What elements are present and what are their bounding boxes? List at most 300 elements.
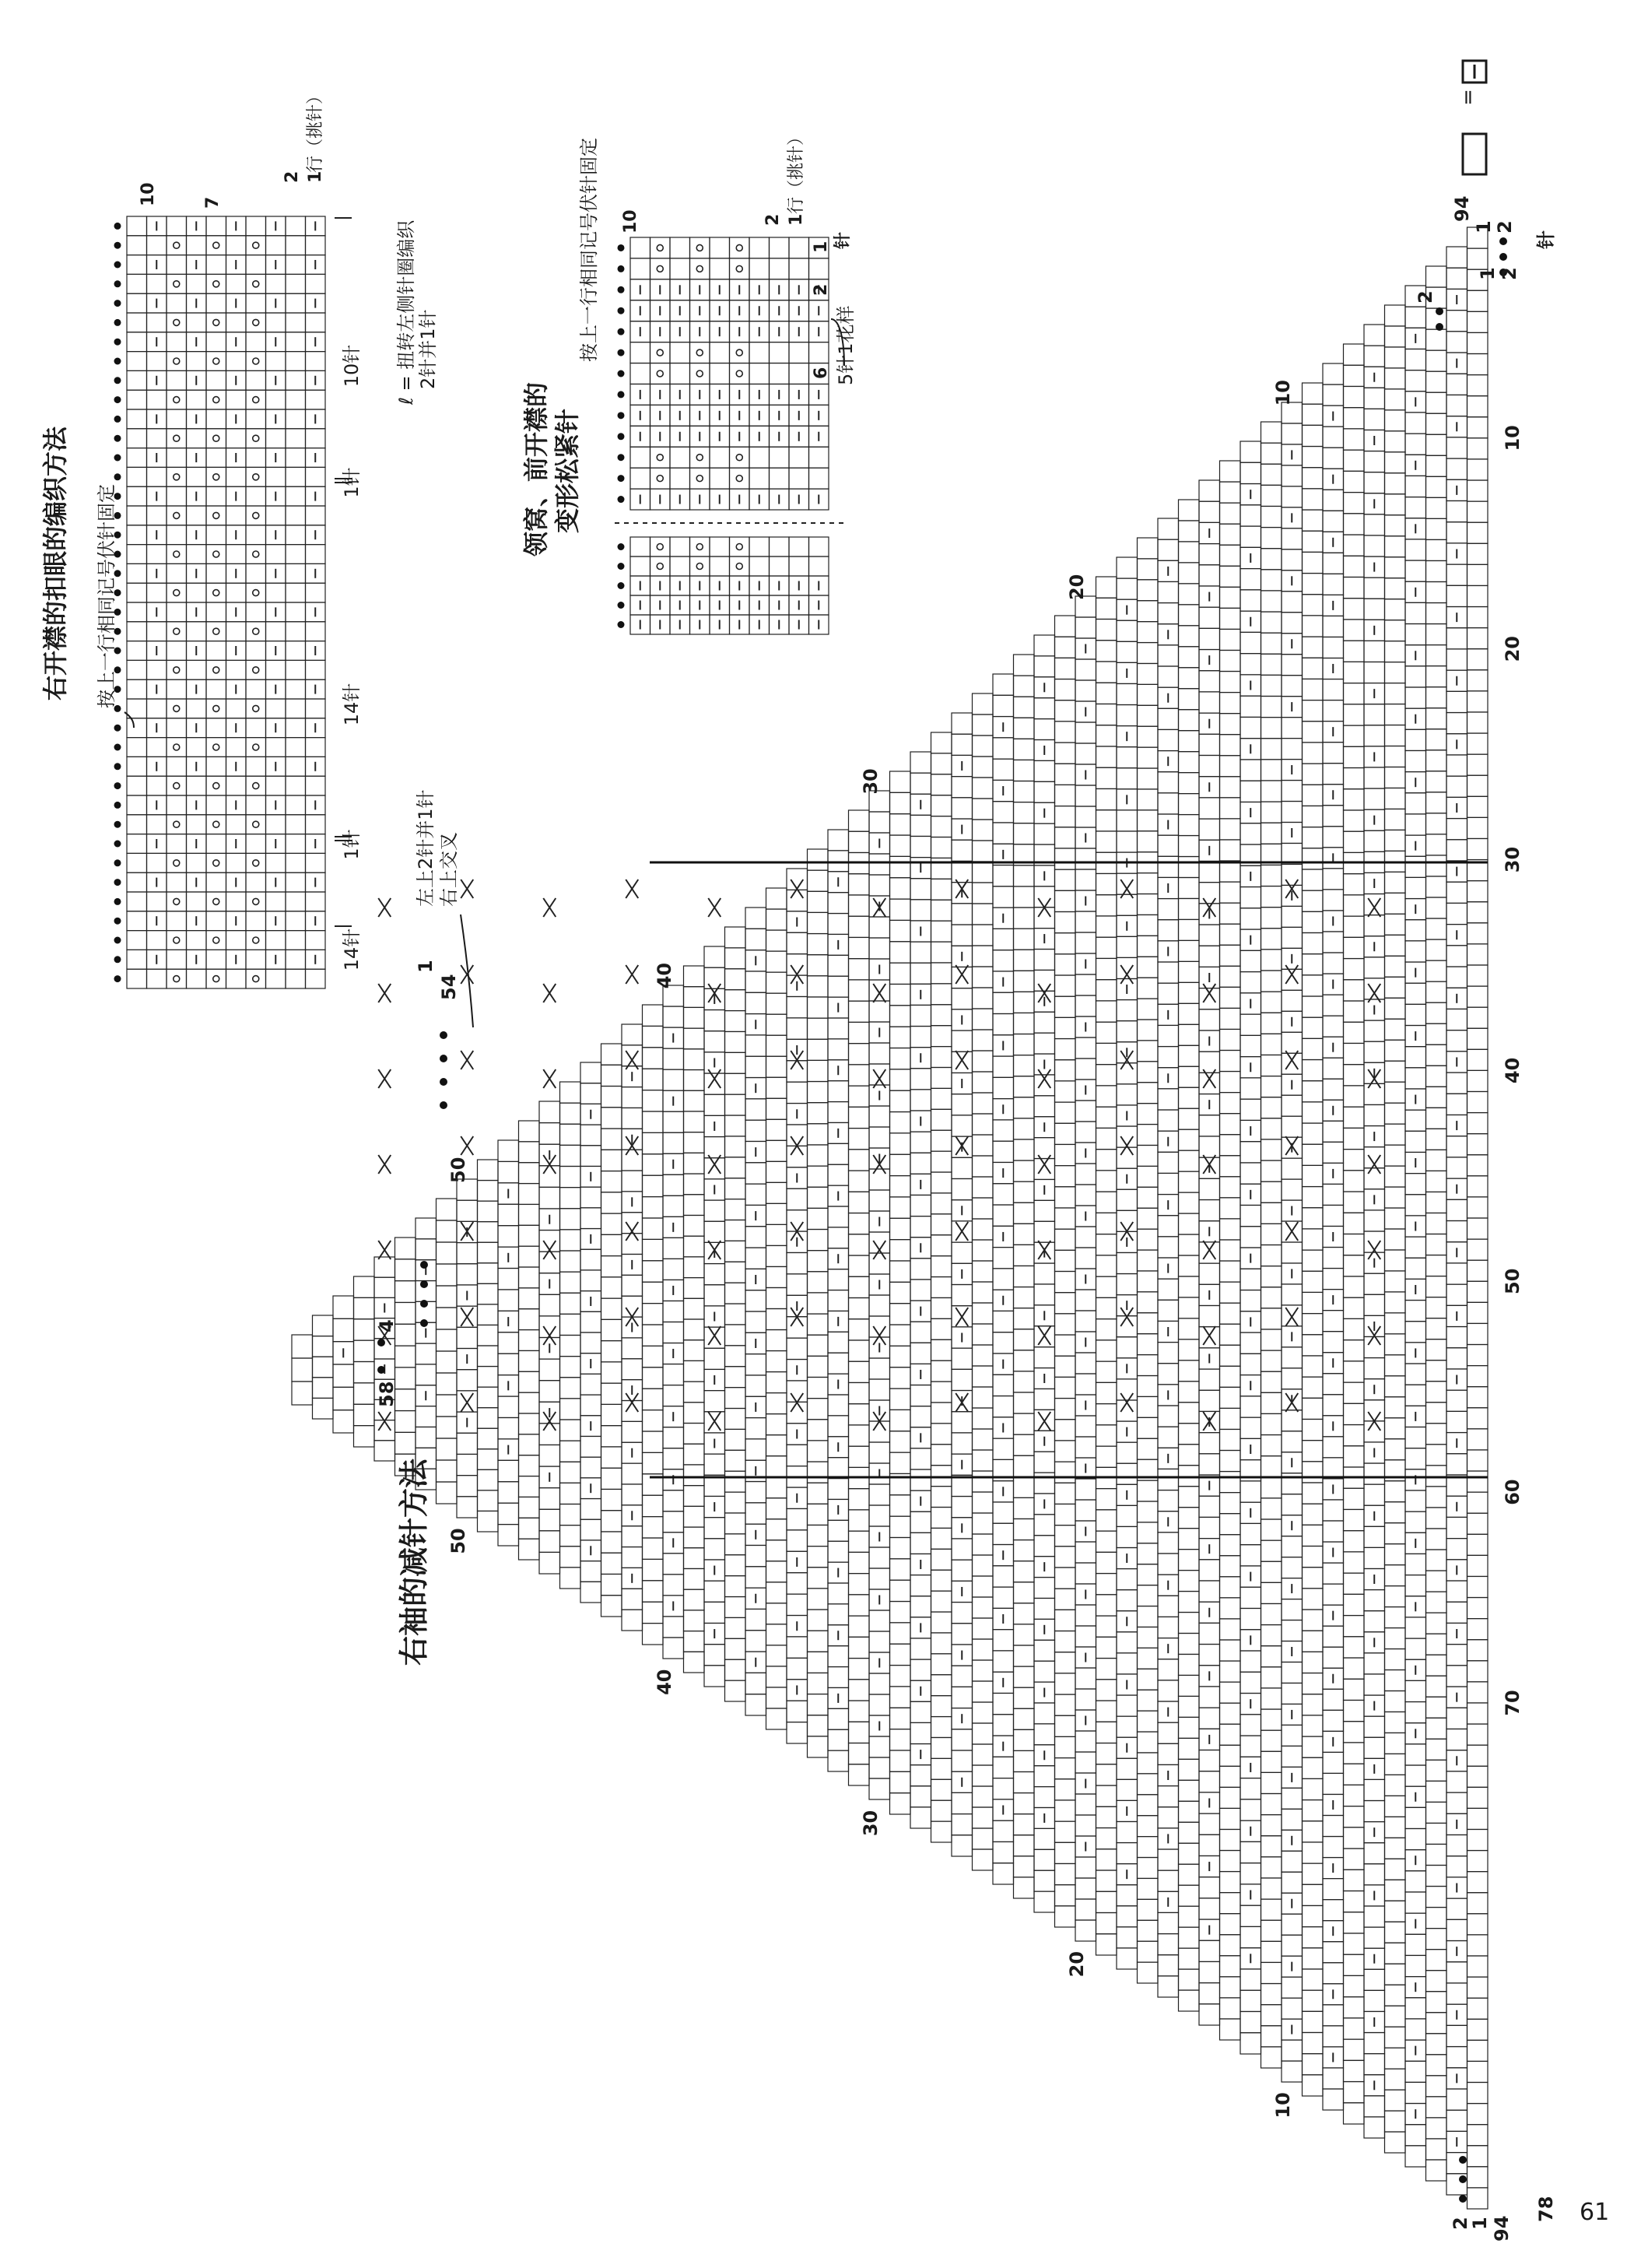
sleeve-cell <box>1385 1985 1406 2006</box>
sleeve-cell <box>1055 1420 1076 1441</box>
buttonhole-cell <box>266 313 286 332</box>
sleeve-cell <box>1344 895 1365 916</box>
sleeve-cell <box>1014 1624 1035 1645</box>
sleeve-cell <box>1138 663 1159 684</box>
sleeve-cell <box>952 1030 973 1051</box>
sleeve-cell <box>1323 1942 1344 1963</box>
sleeve-cell <box>1426 1866 1447 1887</box>
sleeve-cell <box>808 1018 829 1039</box>
sleeve-stitch-number: 70 <box>1502 1690 1524 1716</box>
sleeve-cell <box>808 1504 829 1525</box>
buttonhole-cell <box>246 352 266 371</box>
sleeve-cell <box>663 1448 684 1469</box>
buttonhole-cell <box>187 274 207 293</box>
sleeve-cell <box>1261 549 1282 570</box>
sleeve-cell <box>910 1090 931 1111</box>
sleeve-cell <box>1303 869 1324 890</box>
sleeve-cell <box>828 1667 849 1688</box>
sleeve-cell <box>745 1354 766 1375</box>
sleeve-cell <box>1261 485 1282 506</box>
sleeve-cell <box>1096 662 1117 683</box>
sleeve-cell <box>1014 1329 1035 1350</box>
buttonhole-cell <box>266 274 286 293</box>
sleeve-cell <box>1261 886 1282 908</box>
sleeve-cell <box>1199 1645 1220 1666</box>
sleeve-cell <box>478 1449 499 1470</box>
sleeve-cell <box>622 1338 643 1359</box>
sleeve-cell <box>1385 1712 1406 1733</box>
sleeve-cell <box>1117 810 1138 831</box>
sleeve-cell <box>787 996 808 1017</box>
sleeve-cell <box>1138 747 1159 768</box>
sleeve-cell <box>725 1199 746 1220</box>
sleeve-cell <box>313 1315 334 1336</box>
sleeve-cell <box>890 920 911 941</box>
sleeve-cell <box>993 1013 1014 1034</box>
sleeve-cell <box>560 1441 581 1462</box>
sleeve-cell <box>1240 908 1261 929</box>
sleeve-cell <box>1261 1224 1282 1245</box>
sleeve-cell <box>1179 773 1200 794</box>
buttonhole-cell <box>306 583 326 602</box>
sleeve-cell <box>601 1489 622 1510</box>
sleeve-cell <box>890 1431 911 1452</box>
sleeve-bindoff-dot <box>1436 323 1443 331</box>
sleeve-cell <box>890 814 911 835</box>
sleeve-cell <box>910 1027 931 1048</box>
sleeve-cell <box>1364 1083 1385 1104</box>
sleeve-cell <box>1158 729 1179 750</box>
buttonhole-twist-mark <box>213 860 219 866</box>
sleeve-cell <box>1055 1736 1076 1757</box>
sleeve-cell <box>1303 1821 1324 1842</box>
buttonhole-cell <box>187 660 207 679</box>
sleeve-cell <box>580 1146 601 1167</box>
sleeve-cross-mark <box>378 1069 391 1088</box>
sleeve-cell <box>1426 1087 1447 1108</box>
sleeve-cell <box>1138 1271 1159 1292</box>
collar-cell <box>670 556 690 576</box>
buttonhole-twist-mark <box>174 590 180 596</box>
sleeve-cross-mark <box>1368 1241 1380 1259</box>
sleeve-cell <box>1323 764 1344 785</box>
sleeve-cell <box>993 929 1014 950</box>
sleeve-cell <box>1467 1724 1488 1745</box>
sleeve-cell <box>808 976 829 997</box>
sleeve-cell <box>1282 969 1303 990</box>
sleeve-cell <box>1426 2160 1447 2181</box>
buttonhole-cell <box>187 429 207 448</box>
sleeve-cell <box>910 1659 931 1680</box>
sleeve-cell <box>1426 1108 1447 1129</box>
sleeve-cell <box>1303 552 1324 573</box>
sleeve-cell <box>1138 1669 1159 1690</box>
sleeve-cell <box>869 1106 890 1127</box>
buttonhole-cell <box>226 583 247 602</box>
sleeve-cell <box>725 1220 746 1241</box>
sleeve-cell <box>931 1466 952 1487</box>
sleeve-cell <box>1220 924 1241 945</box>
sleeve-cell <box>519 1267 540 1288</box>
sleeve-cross-mark <box>791 1393 803 1412</box>
sleeve-cell <box>1199 1687 1220 1708</box>
sleeve-cell <box>1240 972 1261 993</box>
sleeve-cell <box>1014 1266 1035 1287</box>
sleeve-cell <box>1138 1145 1159 1166</box>
sleeve-cell <box>1096 1701 1117 1722</box>
sleeve-cell <box>1467 459 1488 480</box>
sleeve-cell <box>973 1366 994 1387</box>
collar-bindoff-dot <box>618 475 625 482</box>
sleeve-cell <box>910 1217 931 1238</box>
sleeve-cell <box>1014 992 1035 1013</box>
sleeve-cell <box>1179 1424 1200 1445</box>
sleeve-cell <box>1426 434 1447 455</box>
sleeve-cell <box>725 1367 746 1388</box>
sleeve-cell <box>1426 1318 1447 1339</box>
buttonhole-bindoff-dot <box>114 725 121 732</box>
sleeve-cell <box>1385 1439 1406 1460</box>
sleeve-cell <box>931 816 952 837</box>
sleeve-cell <box>1426 855 1447 876</box>
collar-st-2: 2 <box>812 283 831 296</box>
sleeve-cell <box>1096 1637 1117 1658</box>
buttonhole-cell <box>246 390 266 409</box>
sleeve-cell <box>787 1573 808 1594</box>
sleeve-cell <box>1138 915 1159 936</box>
sleeve-cell <box>849 1319 870 1340</box>
sleeve-cell <box>849 1659 870 1680</box>
sleeve-cell <box>973 988 994 1009</box>
sleeve-cell <box>1385 1628 1406 1649</box>
sleeve-cell <box>1261 2005 1282 2026</box>
sleeve-cell <box>643 1325 664 1346</box>
sleeve-cell <box>910 1701 931 1722</box>
sleeve-cell <box>1426 1002 1447 1023</box>
sleeve-cell <box>725 1094 746 1115</box>
sleeve-cell <box>993 1502 1014 1523</box>
sleeve-cell <box>1303 2054 1324 2075</box>
sleeve-cell <box>931 1026 952 1047</box>
sleeve-cell <box>1467 1682 1488 1703</box>
sleeve-cell <box>1282 802 1303 823</box>
sleeve-cell <box>1014 802 1035 823</box>
sleeve-cell <box>1179 815 1200 836</box>
sleeve-cell <box>1385 452 1406 473</box>
sleeve-cell <box>952 1178 973 1199</box>
sleeve-cell <box>869 938 890 959</box>
sleeve-cell <box>1138 1962 1159 1983</box>
sleeve-cell <box>1344 1446 1365 1467</box>
collar-bindoff-dot <box>618 433 625 440</box>
sleeve-cell <box>684 1444 705 1465</box>
sleeve-cell <box>1055 743 1076 764</box>
sleeve-cell <box>1055 1039 1076 1060</box>
collar-bindoff-dot <box>618 349 625 356</box>
sleeve-cell <box>808 1631 829 1652</box>
buttonhole-twist-mark <box>253 242 259 248</box>
buttonhole-cell <box>286 409 306 429</box>
sleeve-cell <box>1075 995 1096 1016</box>
sleeve-cell <box>333 1387 354 1410</box>
collar-cell <box>670 237 690 258</box>
sleeve-cell <box>1138 580 1159 601</box>
sleeve-cell <box>725 1178 746 1199</box>
sleeve-cell <box>1323 637 1344 658</box>
sleeve-cell <box>1385 578 1406 599</box>
sleeve-cell <box>1220 482 1241 503</box>
buttonhole-cell <box>167 718 187 738</box>
sleeve-cell <box>910 879 931 900</box>
sleeve-cell <box>1240 1417 1261 1438</box>
buttonhole-cell <box>127 525 147 545</box>
sleeve-cell <box>1220 945 1241 966</box>
sleeve-bindoff-dot <box>420 1261 428 1269</box>
sleeve-cell <box>1199 1750 1220 1771</box>
sleeve-cell <box>1220 1661 1241 1682</box>
buttonhole-cell <box>127 429 147 448</box>
sleeve-cell <box>910 1448 931 1469</box>
sleeve-cell <box>1426 771 1447 792</box>
sleeve-cell <box>1199 798 1220 819</box>
sleeve-cell <box>1034 1473 1055 1494</box>
sleeve-cell <box>849 1425 870 1446</box>
sleeve-cell <box>622 1463 643 1484</box>
sleeve-cell <box>766 1077 787 1098</box>
sleeve-cell <box>1467 1366 1488 1387</box>
buttonhole-twist-mark <box>174 821 180 827</box>
buttonhole-cell <box>187 622 207 641</box>
sleeve-cell <box>622 1275 643 1296</box>
sleeve-cell <box>1385 620 1406 641</box>
sleeve-label-94-bottom: 94 <box>1491 2215 1513 2242</box>
sleeve-cell <box>1282 528 1303 549</box>
sleeve-cell <box>1261 1076 1282 1097</box>
buttonhole-cell <box>127 293 147 313</box>
sleeve-cell <box>1344 1043 1365 1064</box>
sleeve-cross-mark <box>626 1222 638 1241</box>
sleeve-cell <box>725 1492 746 1513</box>
sleeve-cell <box>1323 806 1344 827</box>
sleeve-cell <box>1323 953 1344 974</box>
sleeve-cell <box>1344 1637 1365 1658</box>
sleeve-cell <box>580 1457 601 1478</box>
sleeve-cell <box>1261 1815 1282 1836</box>
sleeve-cell <box>1426 792 1447 813</box>
sleeve-cell <box>1446 1666 1467 1687</box>
buttonhole-cell <box>266 776 286 795</box>
sleeve-cell <box>519 1539 540 1560</box>
sleeve-cell <box>1385 704 1406 725</box>
sleeve-cell <box>808 1208 829 1229</box>
sleeve-cell <box>1364 451 1385 472</box>
sleeve-cell <box>1138 1899 1159 1920</box>
sleeve-cell <box>1303 1017 1324 1038</box>
sleeve-cell <box>1446 437 1467 458</box>
sleeve-annotation-2: 右上交叉 <box>438 832 460 907</box>
sleeve-bindoff-dot <box>440 1101 447 1109</box>
sleeve-cell <box>1467 1323 1488 1344</box>
sleeve-cell <box>725 1136 746 1157</box>
sleeve-cell <box>1467 396 1488 417</box>
sleeve-cell <box>1179 521 1200 542</box>
sleeve-cell <box>416 1239 437 1260</box>
buttonhole-row-7: 7 <box>203 196 223 209</box>
sleeve-cell <box>1385 1880 1406 1901</box>
buttonhole-cell <box>167 950 187 969</box>
sleeve-cell <box>1240 1481 1261 1502</box>
sleeve-cell <box>1096 831 1117 852</box>
sleeve-cross-mark <box>378 898 391 917</box>
sleeve-cell <box>1096 1404 1117 1425</box>
sleeve-cell <box>890 1282 911 1303</box>
sleeve-cell <box>684 1090 705 1111</box>
sleeve-cell <box>1405 1174 1426 1195</box>
sleeve-cell <box>890 984 911 1005</box>
sleeve-cell <box>1282 1620 1303 1641</box>
sleeve-cell <box>1364 894 1385 915</box>
sleeve-cell <box>1240 2011 1261 2032</box>
sleeve-cell <box>684 1319 705 1340</box>
sleeve-cell <box>1303 1102 1324 1123</box>
sleeve-cell <box>539 1552 560 1574</box>
sleeve-cell <box>890 1346 911 1367</box>
sleeve-cell <box>1117 1758 1138 1779</box>
buttonhole-cell <box>266 931 286 950</box>
sleeve-cell <box>1467 1555 1488 1576</box>
sleeve-cell <box>1385 1040 1406 1061</box>
sleeve-cell <box>560 1420 581 1441</box>
sleeve-cell <box>704 1348 725 1369</box>
buttonhole-cell <box>246 911 266 931</box>
sleeve-cell <box>1282 1284 1303 1305</box>
sleeve-cell <box>952 967 973 988</box>
sleeve-cell <box>869 1673 890 1694</box>
sleeve-cell <box>1344 725 1365 746</box>
sleeve-cell <box>1179 1487 1200 1508</box>
sleeve-cell <box>457 1370 478 1391</box>
sleeve-cell <box>890 1112 911 1133</box>
buttonhole-cell <box>206 390 226 409</box>
sleeve-cell <box>1405 602 1426 623</box>
sleeve-cell <box>993 1332 1014 1353</box>
collar-cell <box>789 342 809 363</box>
sleeve-cell <box>849 1001 870 1022</box>
collar-pattern-label: 5针1花样 <box>835 305 857 385</box>
legend-equals: = <box>1457 89 1480 106</box>
sleeve-cell <box>1303 1969 1324 1990</box>
sleeve-cross-mark <box>708 1326 721 1345</box>
sleeve-cell <box>1303 743 1324 764</box>
sleeve-cell <box>766 1561 787 1582</box>
sleeve-cell <box>1426 687 1447 708</box>
buttonhole-cell <box>147 776 167 795</box>
sleeve-cell <box>1364 599 1385 620</box>
sleeve-cell <box>1199 755 1220 776</box>
buttonhole-cell <box>226 969 247 988</box>
buttonhole-cell <box>246 699 266 718</box>
sleeve-cell <box>849 937 870 958</box>
sleeve-stitch-unit: 针 <box>1535 230 1557 249</box>
sleeve-cell <box>1405 1301 1426 1322</box>
sleeve-cell <box>1323 1395 1344 1416</box>
collar-bindoff-dot <box>618 328 625 335</box>
sleeve-cell <box>1385 1775 1406 1796</box>
sleeve-cell <box>1385 326 1406 347</box>
sleeve-cell <box>849 1616 870 1637</box>
sleeve-cell <box>1179 626 1200 647</box>
sleeve-cell <box>1014 1476 1035 1497</box>
sleeve-cell <box>952 1369 973 1390</box>
sleeve-cell <box>1158 772 1179 793</box>
collar-cell <box>749 258 770 279</box>
sleeve-cell <box>643 1495 664 1516</box>
sleeve-cell <box>684 1548 705 1569</box>
sleeve-cell <box>1344 2082 1365 2103</box>
collar-bindoff-dot <box>618 496 625 503</box>
sleeve-cell <box>580 1374 601 1395</box>
sleeve-cell <box>725 1429 746 1450</box>
sleeve-cell <box>993 1820 1014 1841</box>
buttonhole-cell <box>246 255 266 275</box>
sleeve-cell <box>1096 1425 1117 1446</box>
sleeve-cell <box>1055 848 1076 869</box>
sleeve-cell <box>1344 1213 1365 1234</box>
sleeve-cell <box>1055 1525 1076 1547</box>
sleeve-cell <box>1014 1582 1035 1603</box>
collar-bindoff-dot <box>618 286 625 293</box>
sleeve-cell <box>1426 2055 1447 2076</box>
sleeve-cell <box>1055 1779 1076 1800</box>
sleeve-cell <box>643 1090 664 1111</box>
sleeve-cell <box>1405 1258 1426 1279</box>
sleeve-cell <box>993 759 1014 780</box>
sleeve-cell <box>1220 1577 1241 1598</box>
sleeve-cross-mark <box>873 984 885 1002</box>
buttonhole-cell <box>306 699 326 718</box>
sleeve-cell <box>1014 1750 1035 1771</box>
buttonhole-cell <box>226 815 247 834</box>
buttonhole-twist-mark <box>174 358 180 364</box>
sleeve-cell <box>1240 1142 1261 1163</box>
sleeve-cell <box>1158 1596 1179 1617</box>
sleeve-cell <box>1179 689 1200 710</box>
sleeve-cell <box>1467 628 1488 649</box>
sleeve-cell <box>1158 1025 1179 1046</box>
collar-cell <box>809 447 829 468</box>
sleeve-cell <box>1467 607 1488 628</box>
sleeve-cell <box>601 1065 622 1086</box>
sleeve-cell <box>1055 1715 1076 1736</box>
sleeve-cell <box>931 984 952 1005</box>
sleeve-cell <box>952 1412 973 1433</box>
sleeve-cell <box>1405 1892 1426 1913</box>
sleeve-cell <box>1220 1703 1241 1724</box>
sleeve-cell <box>952 1835 973 1856</box>
sleeve-cell <box>1075 1752 1096 1773</box>
buttonhole-cell <box>187 699 207 718</box>
sleeve-cell <box>1240 950 1261 971</box>
buttonhole-twist-mark <box>253 667 259 673</box>
sleeve-cell <box>1075 1689 1096 1710</box>
buttonhole-cell <box>206 738 226 757</box>
buttonhole-cell <box>246 236 266 255</box>
collar-cell <box>650 258 671 279</box>
sleeve-cell <box>828 1353 849 1374</box>
buttonhole-bindoff-dot <box>114 473 121 480</box>
sleeve-cell <box>1261 1371 1282 1392</box>
buttonhole-cell <box>167 467 187 486</box>
